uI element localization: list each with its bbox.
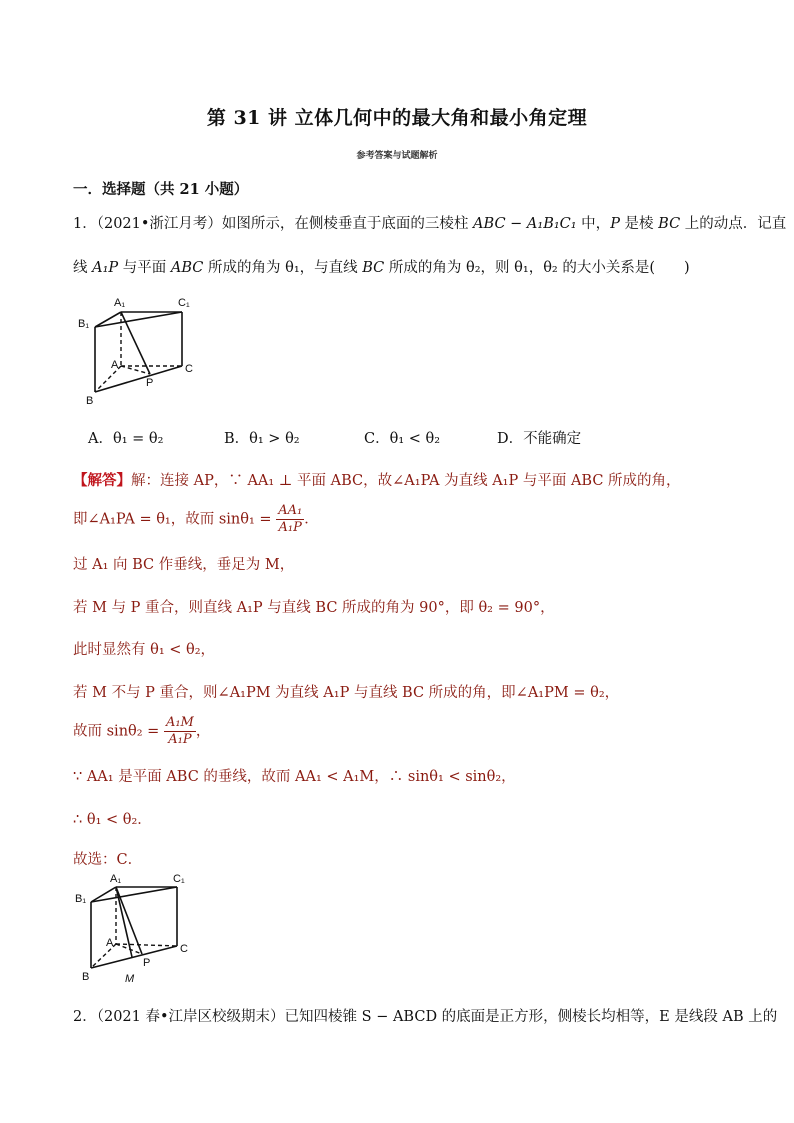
q1-text: 所成的角为 θ₁，与直线 xyxy=(203,260,363,276)
prism-figure-2 xyxy=(74,872,198,990)
solution-text: 故而 sinθ₂ = xyxy=(73,723,164,740)
edge-bc xyxy=(95,366,182,392)
fraction-numerator: A₁M xyxy=(165,715,194,730)
label-a1: A₁ xyxy=(114,297,126,309)
question-2-line-1: 2．（2021 春•江岸区校级期末）已知四棱锥 S − ABCD 的底面是正方形，侧棱长均相等，E 是线段 AB 上的 xyxy=(73,1009,778,1025)
q1-plane: ABC xyxy=(170,260,204,276)
q1-text: 所成的角为 θ₂，则 θ₁，θ₂ 的大小关系是( ) xyxy=(384,260,690,276)
prism-figure-1 xyxy=(76,294,196,406)
q1-text: 1．（2021•浙江月考）如图所示，在侧棱垂直于底面的三棱柱 xyxy=(73,216,474,232)
solution-line-9: ∴ θ₁ < θ₂． xyxy=(73,812,152,828)
option-b: B．θ₁ > θ₂ xyxy=(224,431,300,447)
q1-prism: ABC − A₁B₁C₁ xyxy=(473,216,577,232)
option-d: D．不能确定 xyxy=(497,431,582,447)
q1-text: 是棱 xyxy=(619,216,659,232)
fraction-aa1-over-a1p xyxy=(276,503,304,536)
segment-ap-hidden xyxy=(121,366,150,374)
solution-line-7 xyxy=(73,715,210,748)
solution-text: ． xyxy=(304,511,319,528)
label-b: B xyxy=(82,971,90,983)
solution-line-5: 此时显然有 θ₁ < θ₂， xyxy=(73,642,216,658)
label-p: P xyxy=(143,957,151,969)
label-c1: C₁ xyxy=(178,297,190,309)
q1-text: 上的动点．记直 xyxy=(680,216,787,232)
solution-text: ， xyxy=(195,723,211,740)
fraction-a1m-over-a1p xyxy=(164,715,196,748)
edge-ac-hidden xyxy=(116,944,177,946)
edge-bc xyxy=(91,946,177,968)
label-b: B xyxy=(86,395,94,406)
label-c: C xyxy=(185,363,193,375)
segment-a1p xyxy=(121,312,150,374)
label-a: A xyxy=(106,937,114,949)
solution-line-8: ∵ AA₁ 是平面 ABC 的垂线，故而 AA₁ < A₁M，∴ sinθ₁ < sinθ₂， xyxy=(73,769,516,785)
section-heading: 一．选择题（共 21 小题） xyxy=(73,181,249,198)
label-p: P xyxy=(146,377,154,389)
solution-line-6: 若 M 不与 P 重合，则∠A₁PM 为直线 A₁P 与直线 BC 所成的角，即∠A₁PM = θ₂， xyxy=(73,685,620,701)
label-b1: B₁ xyxy=(75,893,87,905)
q1-text: 与平面 xyxy=(118,260,171,276)
question-1-line-1 xyxy=(73,212,786,233)
solution-line-2 xyxy=(73,503,319,536)
fraction-denominator: A₁P xyxy=(278,520,302,535)
label-b1: B₁ xyxy=(78,318,90,330)
solution-line-4: 若 M 与 P 重合，则直线 A₁P 与直线 BC 所成的角为 90°，即 θ₂ = 90°， xyxy=(73,600,555,616)
question-1-line-2 xyxy=(73,256,690,277)
q1-line: A₁P xyxy=(92,260,119,276)
label-c1: C₁ xyxy=(173,873,185,885)
option-a: A．θ₁ = θ₂ xyxy=(88,431,164,447)
q1-point: P xyxy=(610,216,620,232)
solution-tag: 【解答】 xyxy=(73,472,131,489)
page-subtitle: 参考答案与试题解析 xyxy=(356,151,438,161)
q1-edge: BC xyxy=(362,260,385,276)
label-a: A xyxy=(111,359,119,371)
q1-text: 线 xyxy=(73,260,93,276)
solution-text: 解：连接 AP，∵ AA₁ ⊥ 平面 ABC，故∠A₁PA 为直线 A₁P 与平面 ABC 所成的角， xyxy=(131,473,681,489)
option-c: C．θ₁ < θ₂ xyxy=(364,431,441,447)
solution-line-1 xyxy=(73,469,681,490)
solution-line-3: 过 A₁ 向 BC 作垂线，垂足为 M， xyxy=(73,557,295,573)
label-a1: A₁ xyxy=(110,873,122,885)
q1-edge: BC xyxy=(658,216,681,232)
label-c: C xyxy=(180,943,188,955)
fraction-numerator: AA₁ xyxy=(278,503,303,518)
q1-text: 中， xyxy=(576,216,611,232)
page-title: 第 31 讲 立体几何中的最大角和最小角定理 xyxy=(206,107,588,129)
label-m: M xyxy=(125,973,135,985)
solution-text: 即∠A₁PA = θ₁，故而 sinθ₁ = xyxy=(73,511,277,528)
solution-line-10: 故选：C． xyxy=(73,852,143,868)
fraction-denominator: A₁P xyxy=(168,732,192,747)
